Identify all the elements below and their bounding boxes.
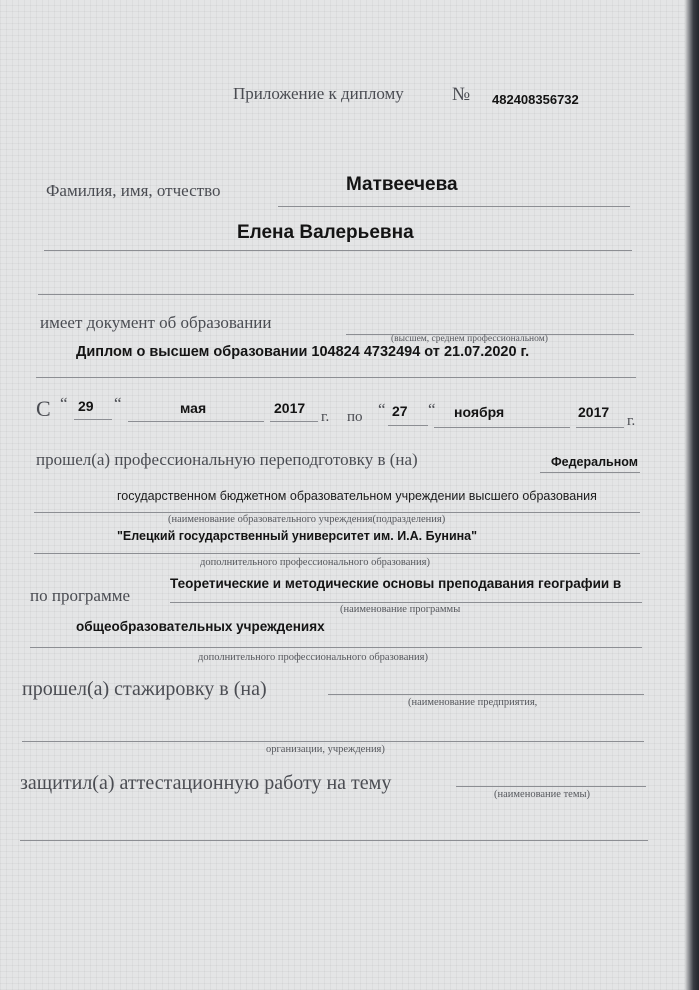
program-line xyxy=(170,602,642,603)
to-day-value: 27 xyxy=(392,403,408,419)
to-month-line xyxy=(434,427,570,428)
to-close-quote: “ xyxy=(428,400,436,419)
thesis-hint: (наименование темы) xyxy=(494,789,591,800)
to-day-line xyxy=(388,425,428,426)
retraining-label: прошел(а) профессиональную переподготовку в (на) xyxy=(36,450,418,469)
thesis-line xyxy=(456,786,646,787)
thesis-label: защитил(а) аттестационную работу на тему xyxy=(20,772,392,794)
program-label: по программе xyxy=(30,586,131,605)
fio-line-3 xyxy=(38,294,634,295)
institution-hint: (наименование образовательного учреждения(подразделения) xyxy=(168,514,446,525)
internship-line-2 xyxy=(22,741,644,742)
diploma-appendix-number: 482408356732 xyxy=(492,92,579,107)
education-document-value: Диплом о высшем образовании 104824 4732494 от 21.07.2020 г. xyxy=(76,344,530,360)
internship-label: прошел(а) стажировку в (на) xyxy=(22,678,267,700)
retraining-line xyxy=(540,472,640,473)
fio-line-2 xyxy=(44,250,632,251)
to-year-value: 2017 xyxy=(578,404,610,420)
education-hint: (высшем, среднем профессиональном) xyxy=(391,334,548,344)
internship-hint: (наименование предприятия, xyxy=(408,697,538,708)
to-year-suffix: г. xyxy=(627,413,636,429)
program-hint: (наименование программы xyxy=(340,604,461,615)
period-to-prefix: по xyxy=(347,409,363,425)
from-month-value: мая xyxy=(180,400,207,416)
program-part2-value: общеобразовательных учреждениях xyxy=(76,619,325,634)
from-year-line xyxy=(270,421,318,422)
institution-part2-value: государственном бюджетном образовательном учреждении высшего образования xyxy=(117,489,597,503)
surname-value: Матвеечева xyxy=(346,174,458,195)
to-year-line xyxy=(576,427,624,428)
institution-part3-value: "Елецкий государственный университет им. И.А. Бунина" xyxy=(117,529,478,543)
program-line-2 xyxy=(30,647,642,648)
from-day-value: 29 xyxy=(78,398,94,414)
organization-hint: организации, учреждения) xyxy=(266,744,385,755)
fio-line xyxy=(278,206,630,207)
period-from-prefix: С xyxy=(36,396,51,421)
name-patronymic-value: Елена Валерьевна xyxy=(237,222,414,243)
from-day-line xyxy=(74,419,112,420)
from-year-suffix: г. xyxy=(321,409,330,425)
institution-part1-value: Федеральном xyxy=(551,455,638,469)
from-year-value: 2017 xyxy=(274,400,306,416)
fio-label: Фамилия, имя, отчество xyxy=(46,181,221,200)
retraining-line-3 xyxy=(34,553,640,554)
to-open-quote: “ xyxy=(378,400,386,419)
program-part1-value: Теоретические и методические основы преподавания географии в xyxy=(170,576,622,591)
thesis-line-2 xyxy=(20,840,648,841)
education-line-2 xyxy=(36,377,636,378)
internship-line xyxy=(328,694,644,695)
education-label: имеет документ об образовании xyxy=(40,313,272,332)
dpo-hint: дополнительного профессионального образования) xyxy=(200,557,430,568)
from-close-quote: “ xyxy=(114,394,122,413)
document-title: Приложение к диплому xyxy=(233,84,404,103)
number-sign: № xyxy=(452,84,471,105)
to-month-value: ноября xyxy=(454,404,505,420)
page-edge xyxy=(685,0,699,990)
from-month-line xyxy=(128,421,264,422)
from-open-quote: “ xyxy=(60,394,68,413)
program-dpo-hint: дополнительного профессионального образования) xyxy=(198,652,428,663)
retraining-line-2 xyxy=(34,512,640,513)
